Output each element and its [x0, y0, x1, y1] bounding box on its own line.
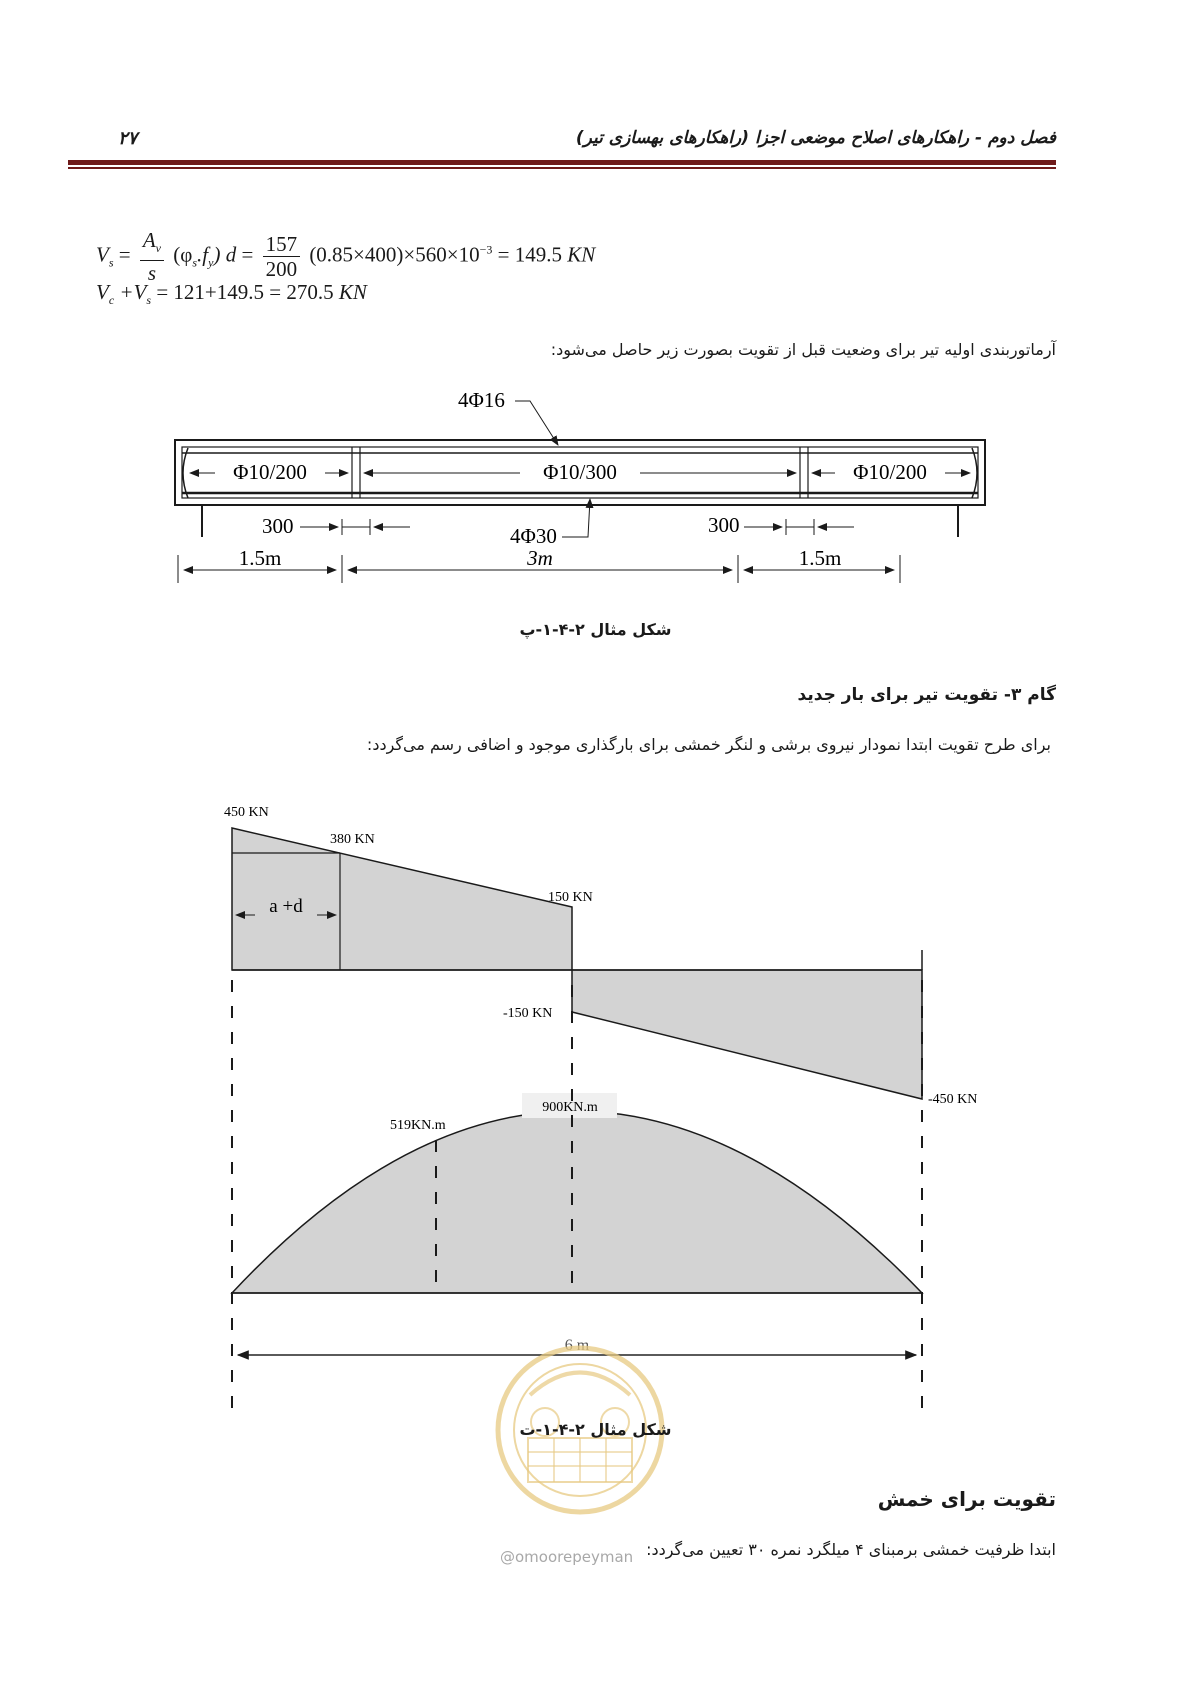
gap-right-label: 300	[708, 513, 740, 537]
span-6m-label: 6 m	[564, 1337, 590, 1354]
top-bars-label: 4Φ16	[458, 388, 505, 412]
beam-reinforcement-figure	[160, 385, 1000, 605]
figure-caption-2: شکل مثال ۲-۴-۱-ت	[519, 1420, 672, 1439]
span-left-label: 1.5m	[238, 546, 282, 570]
shear-negative-region	[572, 970, 922, 1099]
a-plus-d-label: a +d	[269, 896, 303, 917]
shear-150-label: 150 KN	[548, 890, 593, 905]
header-rule	[68, 160, 1056, 165]
shear-380-label: 380 KN	[330, 832, 375, 847]
step3-heading: گام ۳- تقویت تیر برای بار جدید	[797, 685, 1056, 705]
stirrup-right-label: Φ10/200	[853, 460, 927, 484]
equation-vc-vs: $V_c +V_s = 121+149.5 = 270.5$ KN	[96, 280, 367, 308]
page-number: ۲۷	[118, 128, 138, 149]
left-hook	[183, 448, 188, 498]
figure-caption-1: شکل مثال ۲-۴-۱-پ	[519, 620, 672, 639]
equation-vs: $V_s$ = $\frac{A_v}{s}$ $(\varphi_s.f_y) d$ = $\frac{157}{200}$ $(0.85\times 400)\times 560\times 10^{-3} = 149.5$ KN	[96, 228, 596, 286]
fraction-av-s: $\frac{A_v}{s}$	[140, 228, 164, 285]
stirrup-left-label: Φ10/200	[233, 460, 307, 484]
stirrup-mid-label: Φ10/300	[543, 460, 617, 484]
watermark-handle: @omoorepeyman	[500, 1548, 634, 1566]
shear-minus450-label: -450 KN	[928, 1092, 978, 1107]
bottom-bars-label: 4Φ30	[510, 524, 557, 548]
moment-region	[232, 1111, 922, 1293]
chapter-header-title: فصل دوم - راهکارهای اصلاح موضعی اجزا (راهکارهای بهسازی تیر)	[575, 128, 1056, 148]
paragraph-flexural-capacity: ابتدا ظرفیت خمشی برمبنای ۴ میلگرد نمره ۳۰ تعیین می‌گردد:	[646, 1540, 1056, 1559]
header-rule-thin	[68, 167, 1056, 169]
span-right-label: 1.5m	[798, 546, 842, 570]
gap-left-label: 300	[262, 514, 294, 538]
moment-519-label: 519KN.m	[390, 1118, 446, 1133]
right-hook	[972, 448, 977, 498]
moment-max-label: 900KN.m	[542, 1100, 598, 1115]
paragraph-diagram-intro: برای طرح تقویت ابتدا نمودار نیروی برشی و لنگر خمشی برای بارگذاری موجود و اضافی رسم می‌گردد:	[366, 735, 1051, 754]
paragraph-initial-reinforcement: آرماتوربندی اولیه تیر برای وضعیت قبل از تقویت بصورت زیر حاصل می‌شود:	[550, 340, 1056, 359]
flexure-heading: تقویت برای خمش	[877, 1487, 1056, 1511]
shear-minus150-label: -150 KN	[503, 1006, 553, 1021]
fraction-157-200: $\frac{157}{200}$	[263, 232, 301, 281]
shear-450-label: 450 KN	[224, 805, 269, 820]
shear-moment-diagram	[200, 795, 1000, 1415]
span-mid-label: 3m	[527, 546, 553, 570]
